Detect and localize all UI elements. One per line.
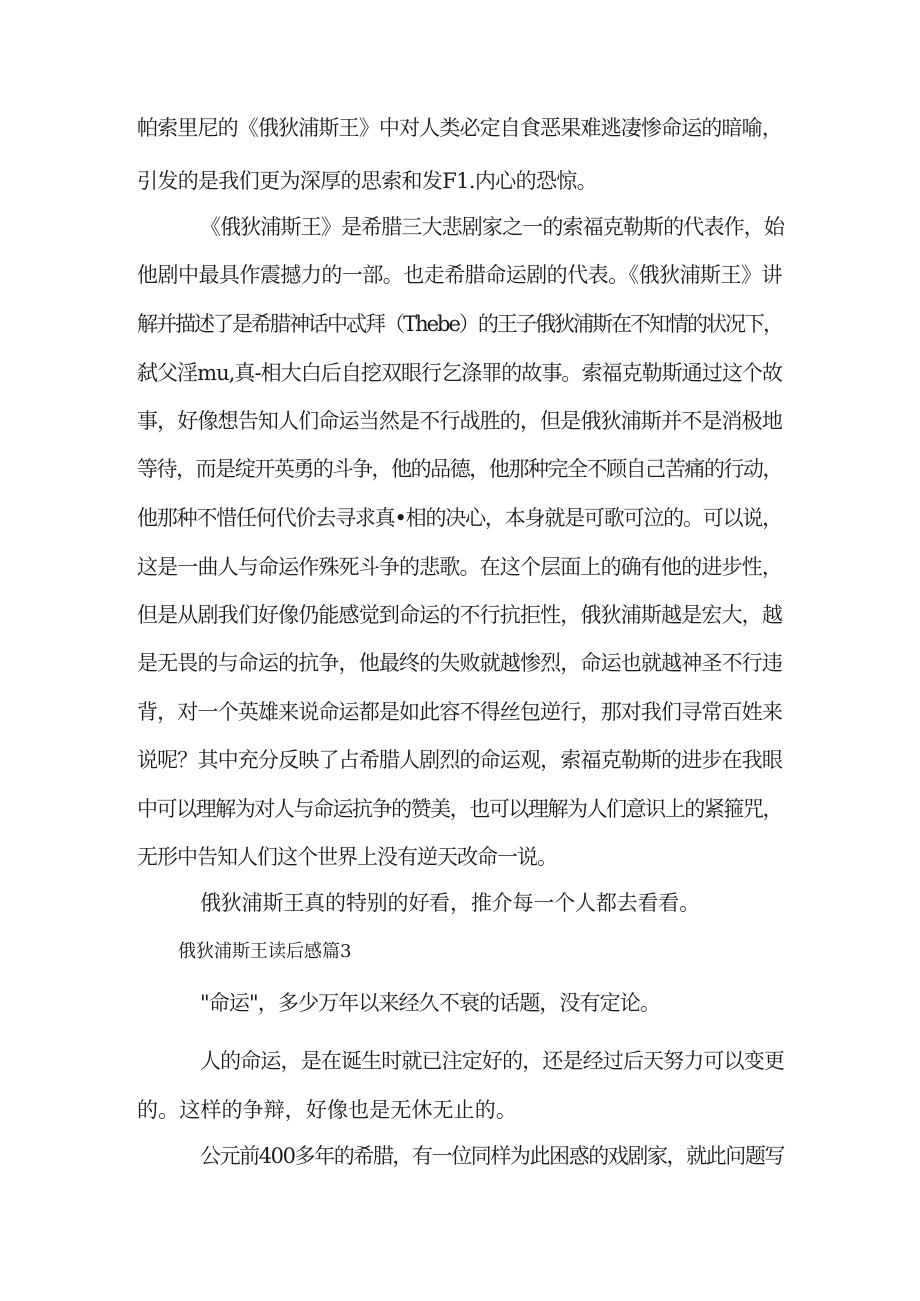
paragraph-2-line-6: 等待，而是绽开英勇的斗争，他的品德，他那种完全不顾自己苦痛的行动， — [137, 457, 782, 481]
paragraph-2-line-2: 他剧中最具作震撼力的一部。也走希腊命运剧的代表。《俄狄浦斯王》讲 — [137, 263, 782, 287]
paragraph-2-line-3: 解并描述了是希腊神话中忒拜（Thebe）的王子俄狄浦斯在不知情的状况下， — [137, 312, 782, 336]
section-heading: 俄狄浦斯王读后感篇3 — [178, 941, 352, 962]
paragraph-2-line-12: 说呢？其中充分反映了占希腊人剧烈的命运观，索福克勒斯的进步在我眼 — [137, 748, 782, 772]
paragraph-4-line-1: "命运"，多少万年以来经久不衰的话题，没有定论。 — [200, 991, 660, 1015]
paragraph-1-line-2: 引发的是我们更为深厚的思索和发F1.内心的恐惊。 — [137, 169, 597, 193]
paragraph-2-line-7: 他那种不惜任何代价去寻求真•相的决心，本身就是可歌可泣的。可以说， — [137, 506, 782, 530]
paragraph-2-line-13: 中可以理解为对人与命运抗争的赞美，也可以理解为人们意识上的紧箍咒， — [137, 797, 782, 821]
paragraph-2-line-5: 事，好像想告知人们命运当然是不行战胜的，但是俄狄浦斯并不是消极地 — [137, 409, 782, 433]
paragraph-2-line-10: 是无畏的与命运的抗争，他最终的失败就越惨烈，命运也就越神圣不行违 — [137, 651, 782, 675]
paragraph-3-line-1: 俄狄浦斯王真的特别的好看，推介每一个人都去看看。 — [200, 891, 700, 915]
paragraph-1-line-1: 帕索里尼的《俄狄浦斯王》中对人类必定自食恶果难逃凄惨命运的暗喻， — [137, 116, 782, 140]
paragraph-2-line-1: 《俄狄浦斯王》是希腊三大悲剧家之一的索福克勒斯的代表作，始 — [200, 215, 784, 239]
paragraph-5-line-2: 的。这样的争辩，好像也是无休无止的。 — [137, 1098, 517, 1122]
paragraph-5-line-1: 人的命运，是在诞生时就已注定好的，还是经过后天努力可以变更 — [200, 1049, 784, 1073]
paragraph-2-line-8: 这是一曲人与命运作殊死斗争的悲歌。在这个层面上的确有他的进步性， — [137, 555, 782, 579]
paragraph-6-line-1: 公元前400多年的希腊，有一位同样为此困惑的戏剧家，就此问题写 — [200, 1144, 784, 1168]
paragraph-2-line-9: 但是从剧我们好像仍能感觉到命运的不行抗拒性，俄狄浦斯越是宏大，越 — [137, 603, 782, 627]
paragraph-2-line-4: 弑父淫mu,真-相大白后自挖双眼行乞涤罪的故事。索福克勒斯通过这个故 — [137, 361, 782, 385]
paragraph-2-line-11: 背，对一个英雄来说命运都是如此容不得丝包逆行，那对我们寻常百姓来 — [137, 700, 782, 724]
paragraph-2-line-14: 无形中告知人们这个世界上没有逆天改命一说。 — [137, 845, 557, 869]
